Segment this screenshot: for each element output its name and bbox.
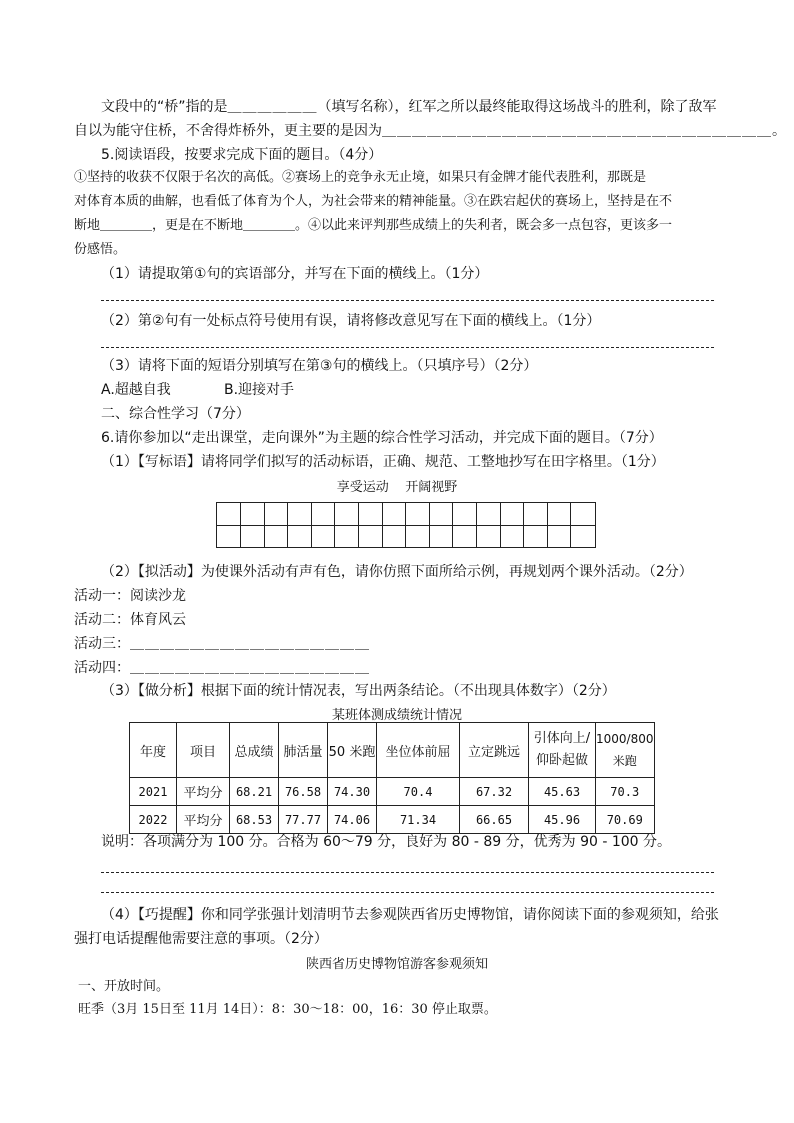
q6-sub4-line1: （4）【巧提醒】你和同学张强计划清明节去参观陕西省历史博物馆，请你阅读下面的参观须知，给张 [101, 907, 719, 923]
table-cell: 76.58 [279, 778, 328, 806]
table-cell: 平均分 [177, 778, 230, 806]
answer-line[interactable] [101, 892, 714, 893]
table-header-row [130, 723, 655, 778]
text: 活动三： [74, 636, 130, 652]
activity-1: 活动一：阅读沙龙 [74, 588, 186, 604]
intro-line-1 [101, 97, 717, 117]
activity-2: 活动二：体育风云 [74, 612, 186, 628]
table-cell: 68.21 [230, 778, 279, 806]
text: 。 [772, 123, 786, 139]
table-title: 某班体测成绩统计情况 [331, 708, 462, 723]
q5-passage-line: 对体育本质的曲解，也看低了体育为个人，为社会带来的精神能量。③在跌宕起伏的赛场上，坚持是在不 [74, 194, 673, 209]
header-cell: 项目 [177, 723, 230, 778]
table-cell: 74.06 [328, 806, 377, 834]
notice-item: 一、开放时间。 [78, 979, 170, 994]
grid-midline [217, 525, 595, 526]
fill-blank: ＿＿＿＿＿＿ [227, 99, 318, 115]
q5-sub2: （2）第②句有一处标点符号使用有误，请将修改意见写在下面的横线上。（1分） [101, 313, 601, 329]
q6-title: 6.请你参加以“走出课堂，走向课外”为主题的综合性学习活动，并完成下面的题目。（7分） [101, 430, 663, 446]
table-cell: 66.65 [460, 806, 529, 834]
table-cell: 45.63 [529, 778, 596, 806]
q6-sub3: （3）【做分析】根据下面的统计情况表，写出两条结论。（不出现具体数字）（2分） [101, 683, 616, 699]
intro-line-2 [74, 121, 786, 141]
q5-title: 5.阅读语段，按要求完成下面的题目。（4分） [101, 147, 383, 163]
header-cell: 50 米跑 [328, 723, 377, 778]
table-cell: 77.77 [279, 806, 328, 834]
table-row [130, 778, 655, 806]
table-cell: 2021 [130, 778, 177, 806]
q5-passage-line: 份感悟。 [74, 242, 127, 257]
header-cell: 坐位体前屈 [377, 723, 460, 778]
q5-passage-line: 断地＿＿＿＿，更是在不断地＿＿＿＿。④以此来评判那些成绩上的失利者，既会多一点包容，更该多一 [74, 218, 673, 233]
table-cell: 平均分 [177, 806, 230, 834]
table-cell: 70.4 [377, 778, 460, 806]
fill-blank[interactable]: ＿＿＿＿＿＿＿＿＿＿＿＿＿＿＿＿ [130, 660, 370, 676]
header-cell: 总成绩 [230, 723, 279, 778]
activity-4 [74, 658, 370, 678]
answer-line[interactable] [101, 300, 714, 301]
fill-blank[interactable]: ＿＿＿＿＿＿＿＿＿＿＿＿＿＿＿＿ [130, 636, 370, 652]
table-cell: 71.34 [377, 806, 460, 834]
table-cell: 70.69 [596, 806, 655, 834]
q6-sub4-line2: 强打电话提醒他需要注意的事项。（2分） [74, 931, 328, 947]
option-b: B.迎接对手 [224, 382, 295, 398]
q6-sub1: （1）【写标语】请将同学们拟写的活动标语，正确、规范、工整地抄写在田字格里。（1分） [101, 454, 665, 470]
slogan-text: 享受运动 开阔视野 [336, 480, 458, 495]
header-line: 仰卧起做 [535, 753, 588, 768]
table-cell: 2022 [130, 806, 177, 834]
header-cell [596, 723, 655, 778]
header-cell: 肺活量 [279, 723, 328, 778]
q5-sub3: （3）请将下面的短语分别填写在第③句的横线上。（只填序号）（2分） [101, 358, 538, 374]
header-line: 米跑 [612, 754, 637, 768]
answer-line[interactable] [101, 347, 714, 348]
table-cell: 74.30 [328, 778, 377, 806]
text: 活动四： [74, 660, 130, 676]
notice-item: 旺季（3月 15日至 11月 14日）：8：30～18：00，16：30 停止取票。 [78, 1002, 497, 1017]
q6-sub2: （2）【拟活动】为使课外活动有声有色，请你仿照下面所给示例，再规划两个课外活动。（2分） [101, 564, 693, 580]
table-cell: 70.3 [596, 778, 655, 806]
header-line: 1000/800 [596, 732, 654, 746]
text: 自以为能守住桥，不舍得炸桥外，更主要的是因为 [74, 123, 382, 139]
section-2-heading: 二、综合性学习（7分） [101, 406, 250, 422]
activity-3 [74, 634, 370, 654]
stats-table [129, 722, 655, 834]
header-cell [529, 723, 596, 778]
notice-title: 陕西省历史博物馆游客参观须知 [305, 957, 488, 972]
table-note: 说明：各项满分为 100 分。合格为 60～79 分，良好为 80 - 89 分，优秀为 90 - 100 分。 [101, 834, 672, 850]
table-row [130, 806, 655, 834]
fill-blank: ＿＿＿＿＿＿＿＿＿＿＿＿＿＿＿＿＿＿＿＿＿＿＿＿＿＿ [382, 123, 772, 139]
header-line: 引体向上/ [533, 731, 591, 746]
option-a: A.超越自我 [101, 382, 171, 398]
header-cell: 年度 [130, 723, 177, 778]
table-cell: 68.53 [230, 806, 279, 834]
table-cell: 45.96 [529, 806, 596, 834]
answer-line[interactable] [101, 872, 714, 873]
tianzi-grid[interactable] [216, 502, 596, 548]
text: 文段中的“桥”指的是 [101, 99, 228, 115]
q5-passage-line: ①坚持的收获不仅限于名次的高低。②赛场上的竞争永无止境，如果只有金牌才能代表胜利，那既是 [74, 170, 647, 185]
text: （填写名称），红军之所以最终能取得这场战斗的胜利，除了敌军 [317, 99, 717, 115]
header-cell: 立定跳远 [460, 723, 529, 778]
table-cell: 67.32 [460, 778, 529, 806]
q5-sub1: （1）请提取第①句的宾语部分，并写在下面的横线上。（1分） [101, 266, 489, 282]
